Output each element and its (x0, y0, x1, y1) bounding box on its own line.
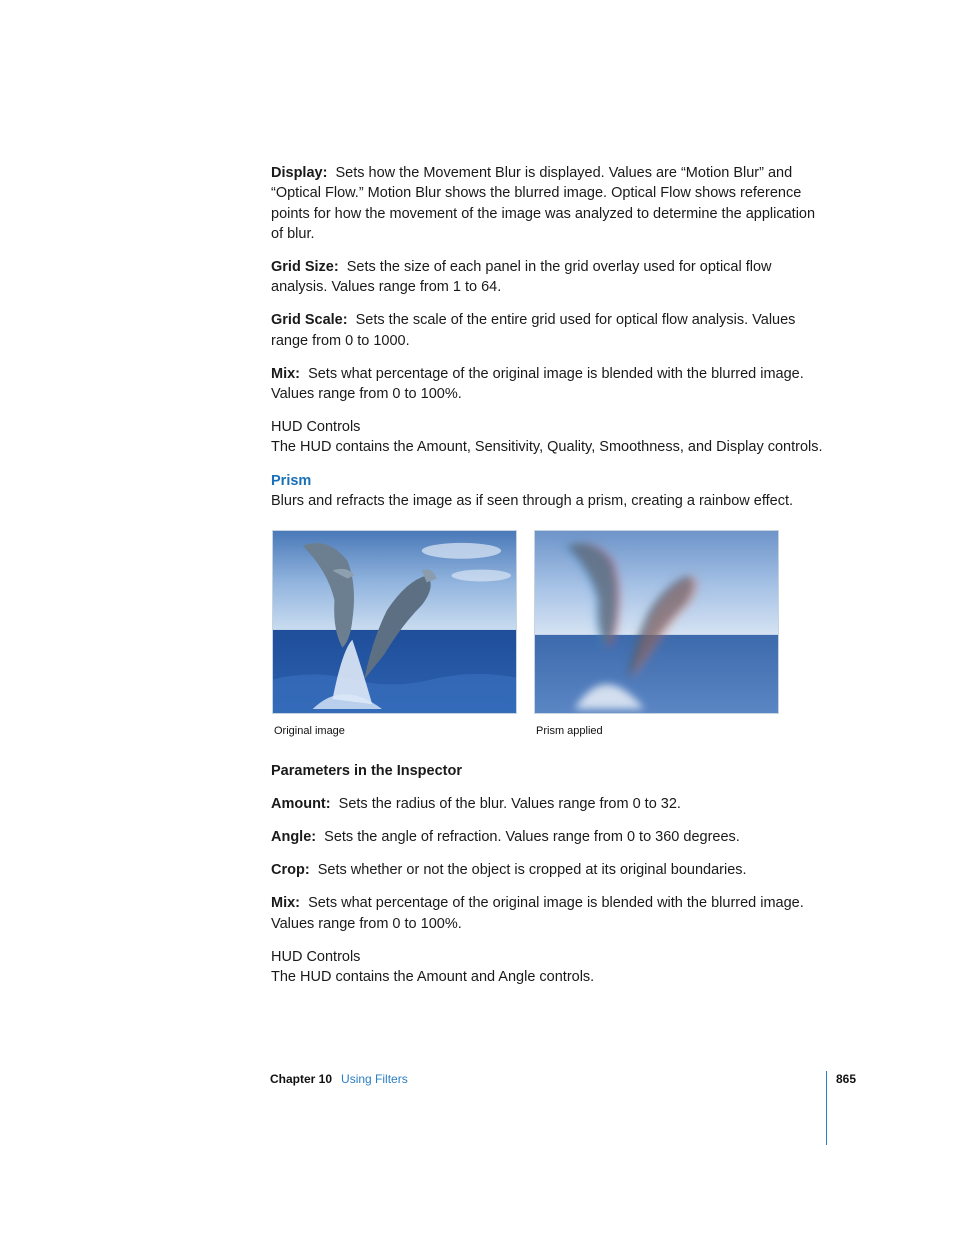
param-term: Amount: (271, 796, 331, 813)
inspector-heading: Parameters in the Inspector (271, 763, 462, 779)
hud-controls-heading: HUD Controls (271, 948, 361, 965)
hud-controls-text: The HUD contains the Amount, Sensitivity, Quality, Smoothness, and Display controls. (271, 439, 823, 456)
figure-pair (272, 530, 782, 740)
hud-controls-text: The HUD contains the Amount and Angle controls. (271, 969, 595, 986)
prism-dolphin-image (534, 530, 779, 714)
param-mix (271, 364, 831, 405)
param-term: Display: (271, 165, 328, 181)
param-text: Sets what percentage of the original image is blended with the blurred image. Values range from 0 to 100%. (271, 365, 804, 403)
hud-controls-section-2 (271, 947, 831, 988)
param-grid-scale (271, 310, 831, 351)
figure-prism (534, 530, 779, 737)
param-text: Sets the radius of the blur. Values range from 0 to 32. (338, 796, 681, 813)
hud-controls-section (271, 417, 831, 458)
original-dolphin-image (272, 530, 517, 714)
param-term: Grid Scale: (271, 312, 348, 329)
page-number: 865 (836, 1072, 857, 1086)
param-term: Mix: (271, 365, 300, 382)
prism-title: Prism (271, 472, 312, 489)
param-text: Sets the scale of the entire grid used for optical flow analysis. Values range from 0 to 1000. (271, 312, 796, 349)
figure-original (272, 530, 517, 737)
param-text: Sets how the Movement Blur is displayed. Values are “Motion Blur” and “Optical Flow.” Motion Blur shows the blurred image. Optical Flow shows reference points for how the movement of the image was analyzed to determine the application of blur. (271, 165, 816, 242)
param-mix-2 (271, 893, 831, 934)
footer-chapter: Chapter 10 (270, 1072, 333, 1086)
param-text: Sets what percentage of the original image is blended with the blurred image. Values range from 0 to 100%. (271, 895, 804, 932)
prism-description: Blurs and refracts the image as if seen through a prism, creating a rainbow effect. (271, 492, 793, 509)
prism-section (271, 471, 831, 512)
param-amount (271, 794, 831, 814)
param-text: Sets the angle of refraction. Values range from 0 to 360 degrees. (324, 829, 740, 846)
param-grid-size (271, 257, 831, 298)
original-caption: Original image (274, 725, 345, 737)
param-term: Grid Size: (271, 258, 339, 275)
footer-divider (826, 1071, 827, 1145)
hud-controls-heading: HUD Controls (271, 419, 361, 436)
page-footer (270, 1072, 408, 1086)
prism-caption: Prism applied (536, 725, 603, 737)
param-angle (271, 827, 831, 847)
inspector-section (271, 761, 831, 987)
intro-content (271, 163, 831, 511)
param-display (271, 163, 831, 244)
param-term: Angle: (271, 829, 317, 846)
param-term: Crop: (271, 862, 310, 879)
footer-chapter-title[interactable]: Using Filters (341, 1072, 408, 1086)
param-term: Mix: (271, 895, 300, 912)
param-crop (271, 860, 831, 880)
param-text: Sets whether or not the object is cropped at its original boundaries. (317, 862, 747, 879)
param-text: Sets the size of each panel in the grid overlay used for optical flow analysis. Values range from 1 to 64. (271, 258, 772, 296)
